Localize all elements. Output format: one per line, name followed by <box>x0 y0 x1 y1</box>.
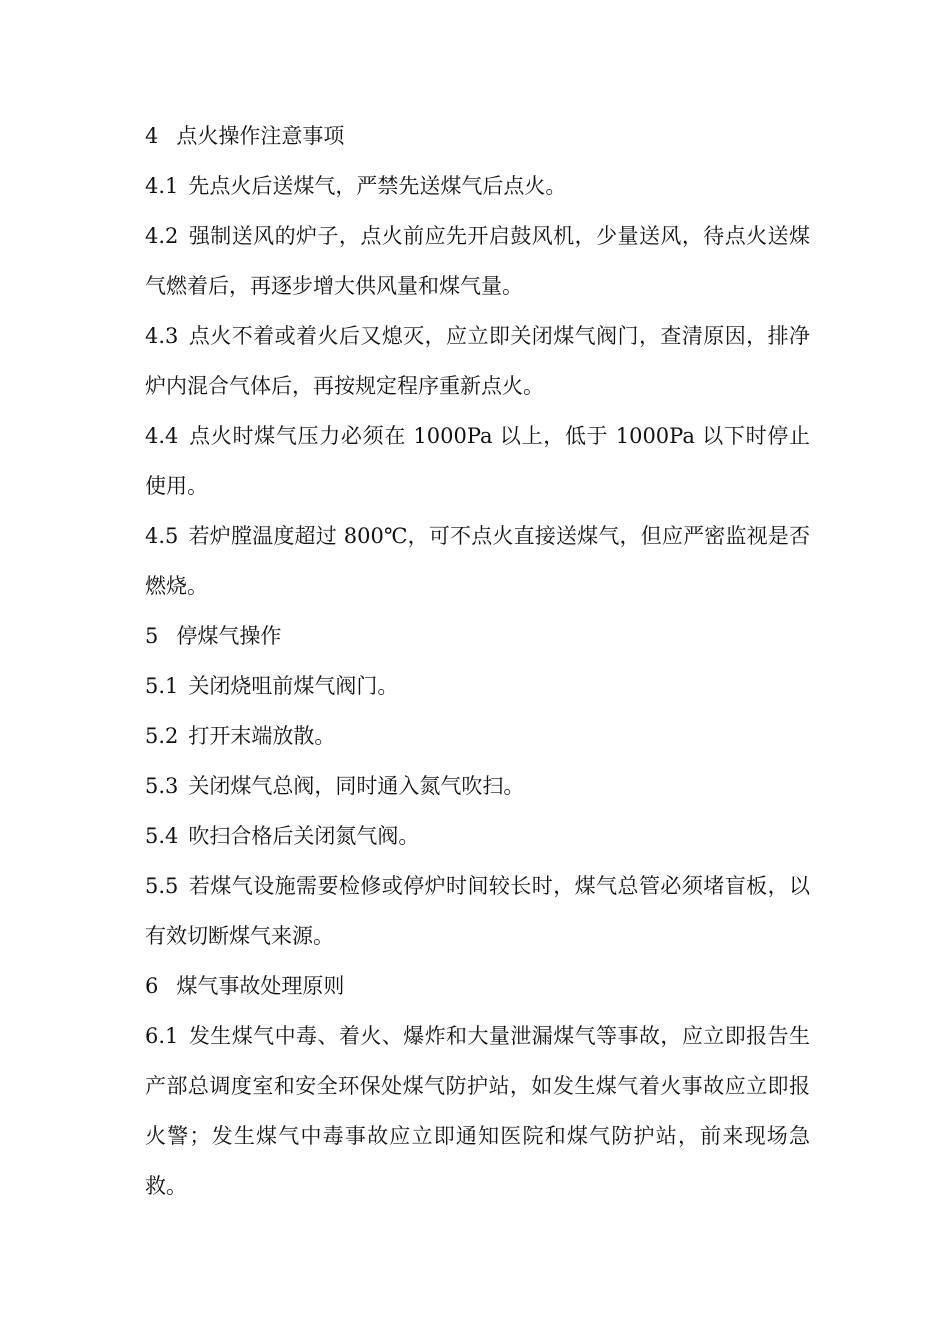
clause-number: 4.1 <box>145 174 179 198</box>
section-title: 点火操作注意事项 <box>176 124 345 148</box>
section-title: 煤气事故处理原则 <box>176 974 345 998</box>
document-body <box>145 111 810 1211</box>
clause-4-3 <box>145 311 810 411</box>
section-heading-5 <box>145 611 810 661</box>
clause-number: 5.1 <box>145 674 179 698</box>
clause-number: 6.1 <box>145 1024 179 1048</box>
section-heading-4 <box>145 111 810 161</box>
clause-number: 4.5 <box>145 524 179 548</box>
clause-number: 5.3 <box>145 774 179 798</box>
clause-4-2 <box>145 211 810 311</box>
clause-text: 吹扫合格后关闭氮气阀。 <box>188 824 420 848</box>
clause-4-4 <box>145 411 810 511</box>
section-number: 5 <box>145 624 159 648</box>
clause-number: 4.2 <box>145 224 179 248</box>
clause-4-5 <box>145 511 810 611</box>
clause-text: 关闭烧咀前煤气阀门。 <box>188 674 399 698</box>
clause-text: 关闭煤气总阀，同时通入氮气吹扫。 <box>188 774 525 798</box>
clause-6-1 <box>145 1011 810 1211</box>
clause-number: 5.5 <box>145 874 179 898</box>
clause-5-3 <box>145 761 810 811</box>
section-number: 6 <box>145 974 159 998</box>
clause-number: 4.4 <box>145 424 179 448</box>
clause-number: 5.2 <box>145 724 179 748</box>
section-title: 停煤气操作 <box>176 624 282 648</box>
clause-5-2 <box>145 711 810 761</box>
clause-5-4 <box>145 811 810 861</box>
clause-text: 点火不着或着火后又熄灭，应立即关闭煤气阀门，查清原因，排净炉内混合气体后，再按规定程序重新点火。 <box>145 324 810 398</box>
clause-5-1 <box>145 661 810 711</box>
clause-text: 点火时煤气压力必须在 1000Pa 以上，低于 1000Pa 以下时停止使用。 <box>145 424 810 498</box>
clause-text: 先点火后送煤气，严禁先送煤气后点火。 <box>188 174 567 198</box>
clause-number: 4.3 <box>145 324 179 348</box>
clause-5-5 <box>145 861 810 961</box>
clause-4-1 <box>145 161 810 211</box>
clause-text: 打开末端放散。 <box>188 724 336 748</box>
clause-number: 5.4 <box>145 824 179 848</box>
clause-text: 强制送风的炉子，点火前应先开启鼓风机，少量送风，待点火送煤气燃着后，再逐步增大供风量和煤气量。 <box>145 224 810 298</box>
section-number: 4 <box>145 124 159 148</box>
section-heading-6 <box>145 961 810 1011</box>
clause-text: 若炉膛温度超过 800℃，可不点火直接送煤气，但应严密监视是否燃烧。 <box>145 524 810 598</box>
clause-text: 发生煤气中毒、着火、爆炸和大量泄漏煤气等事故，应立即报告生产部总调度室和安全环保处煤气防护站，如发生煤气着火事故应立即报火警；发生煤气中毒事故应立即通知医院和煤气防护站，前来现场急救。 <box>145 1024 810 1198</box>
clause-text: 若煤气设施需要检修或停炉时间较长时，煤气总管必须堵盲板，以有效切断煤气来源。 <box>145 874 810 948</box>
